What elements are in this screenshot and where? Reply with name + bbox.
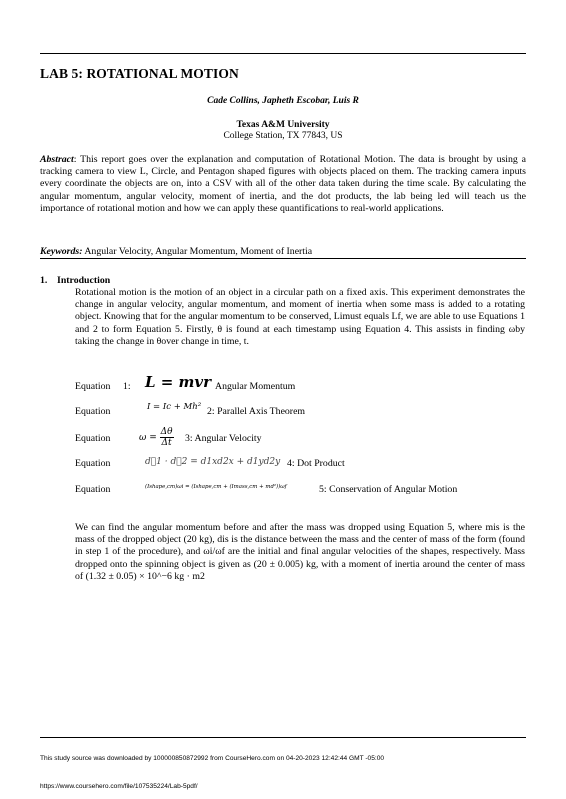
equation-formula: L = mvr <box>145 373 212 391</box>
equation-label: Equation <box>75 458 111 469</box>
equation-2 <box>75 402 525 426</box>
equation-5 <box>75 484 525 504</box>
download-notice: This study source was downloaded by 100000850872992 from CourseHero.com on 04-20-2023 12:42:44 GMT -05:00 <box>40 755 385 762</box>
source-url: https://www.coursehero.com/file/107535224/Lab-5pdf/ <box>40 783 198 790</box>
equation-number: 1: <box>123 381 131 392</box>
fraction-numerator: Δθ <box>160 427 173 437</box>
equation-description: Angular Momentum <box>215 381 296 392</box>
abstract <box>40 154 526 215</box>
abstract-label: Abstract <box>40 154 74 165</box>
affiliation-university: Texas A&M University <box>236 120 330 130</box>
equation-description: 4: Dot Product <box>287 458 345 469</box>
equation-1 <box>75 373 525 397</box>
equation-lhs: ω = <box>139 433 157 443</box>
equation-3 <box>75 427 525 453</box>
equation-formula: (Ishape,cm)ωi = (Ishape,cm + (Imass,cm + md²))ωf <box>145 484 287 490</box>
equation-label: Equation <box>75 381 111 392</box>
abstract-text: : This report goes over the explanation and computation of Rotational Motion. The data is brought by using a tracking camera to view L, Circle, and Pentagon shaped figures with objects placed on them. The tracking camera inputs every coordinate the objects are on, into a CSV with all of the other data taken during the time scale. By calculating the angular momentum, angular velocity, moment of inertia, and the dot products, the lab being led will teach us the importance of rotational motion and how we can apply these quantifications to real-world applications. <box>40 154 526 214</box>
equation-description: 3: Angular Velocity <box>185 433 262 444</box>
introduction-paragraph: Rotational motion is the motion of an object in a circular path on a fixed axis. This experiment demonstrates the change in angular velocity, angular momentum, and moment of inertia when some mass is added to a rotating object. Knowing that for the angular momentum to be conserved, Limust equals Lf, we are able to use Equations 1 and 2 to form Equation 5. Firstly, θ is found at each timestamp using Equation 4. This assists in finding ωby taking the change in θover change in time, t. <box>75 287 525 347</box>
section-heading <box>40 275 110 286</box>
paper-title: LAB 5: ROTATIONAL MOTION <box>40 66 239 81</box>
equation-label: Equation <box>75 484 111 495</box>
keywords-text: Angular Velocity, Angular Momentum, Moment of Inertia <box>82 246 313 257</box>
section-number: 1. <box>40 275 48 286</box>
equation-description: 2: Parallel Axis Theorem <box>207 406 306 417</box>
section-title: Introduction <box>57 275 111 286</box>
author-list: Cade Collins, Japheth Escobar, Luis R <box>207 96 359 106</box>
keywords <box>40 246 526 257</box>
equation-formula <box>139 427 174 448</box>
equation-formula: I = Ic + Mh² <box>147 402 202 412</box>
footer-rule <box>40 737 526 738</box>
fraction-denominator: Δt <box>161 438 172 448</box>
equation-formula: d⃗1 · d⃗2 = d1xd2x + d1yd2y <box>145 457 281 467</box>
equation-4 <box>75 458 525 478</box>
affiliation-address: College Station, TX 77843, US <box>223 131 343 141</box>
body-paragraph-2: We can find the angular momentum before and after the mass was dropped using Equation 5, where mis is the mass of the dropped object (20 kg), dis is the distance between the mass and the center of mass of the form (found in step 1 of the procedure), and ωi/ωf are the initial and final angular velocities of the shapes, respectively. Mass dropped onto the spinning object is given as (20 ± 0.005) kg, with a moment of inertia around the center of mass of (1.32 ± 0.05) × 10^−6 kg · m2 <box>75 522 525 582</box>
equation-description: 5: Conservation of Angular Motion <box>319 484 458 495</box>
top-rule <box>40 53 526 54</box>
equation-label: Equation <box>75 406 111 417</box>
equation-label: Equation <box>75 433 111 444</box>
equation-fraction <box>160 427 174 448</box>
keywords-label: Keywords: <box>40 246 83 257</box>
keywords-rule <box>40 258 526 259</box>
